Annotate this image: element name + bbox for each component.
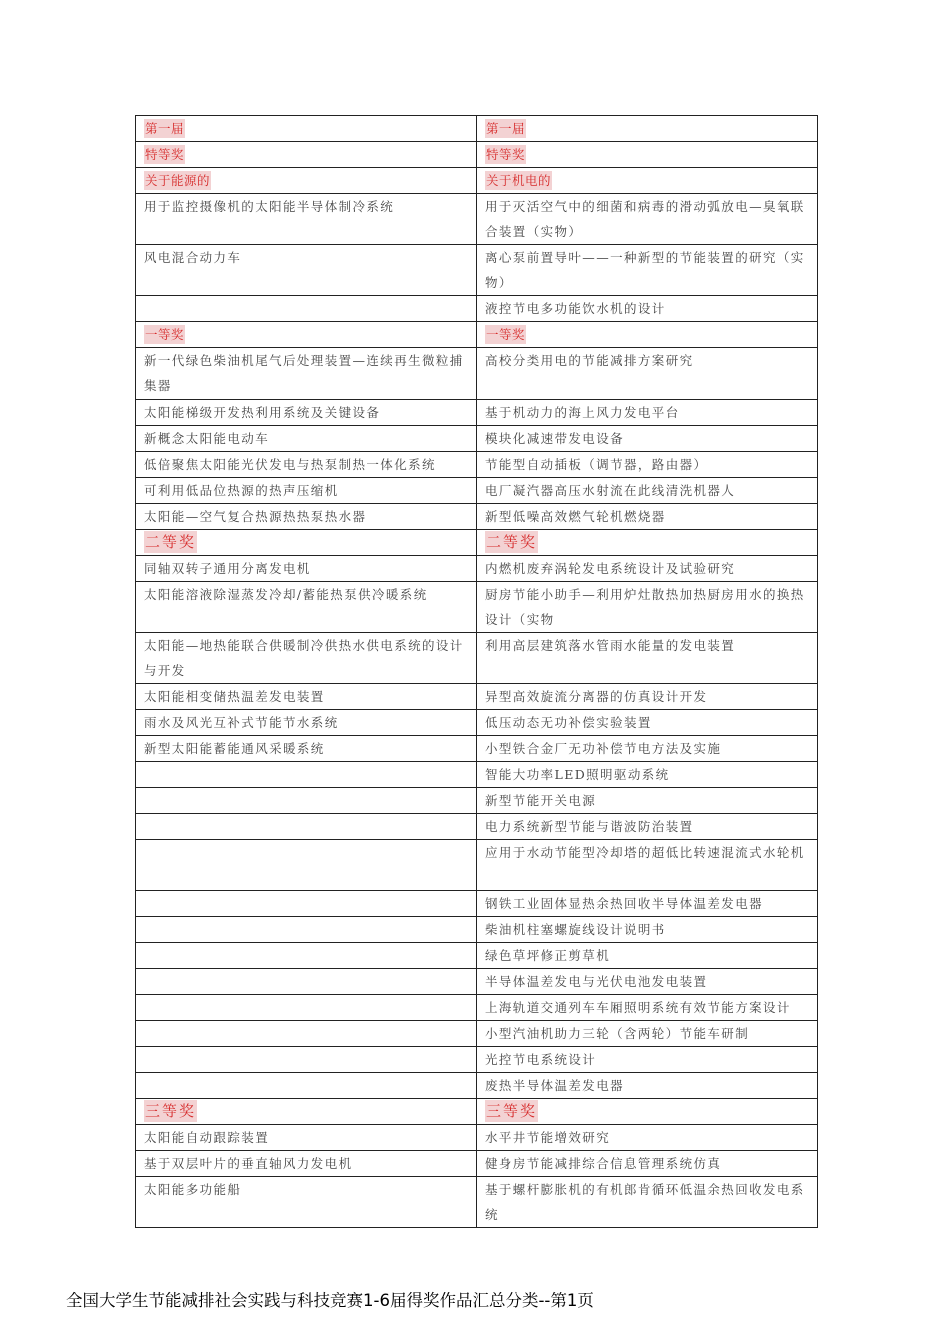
table-row	[136, 917, 818, 943]
electromech-column-cell	[477, 891, 818, 917]
project-title: 液控节电多功能饮水机的设计	[485, 301, 666, 317]
section-heading: 二等奖	[145, 532, 197, 551]
electromech-column-cell	[477, 735, 818, 761]
energy-column-cell	[136, 917, 477, 943]
energy-column-cell	[136, 761, 477, 787]
electromech-column-cell	[477, 348, 818, 399]
project-title: 同轴双转子通用分离发电机	[144, 560, 311, 576]
table-row	[136, 1125, 818, 1151]
section-heading: 二等奖	[486, 532, 538, 551]
project-title: 太阳能—空气复合热源热热泵热水器	[144, 508, 367, 524]
electromech-column-cell	[477, 1021, 818, 1047]
section-heading: 特等奖	[486, 147, 526, 162]
project-title: 新型低噪高效燃气轮机燃烧器	[485, 508, 666, 524]
project-title: 太阳能梯级开发热利用系统及关键设备	[144, 404, 381, 420]
table-row	[136, 1099, 818, 1125]
project-title: 可利用低品位热源的热声压缩机	[144, 482, 339, 498]
project-title: 废热半导体温差发电器	[485, 1078, 625, 1094]
project-title: 用于监控摄像机的太阳能半导体制冷系统	[144, 199, 395, 214]
table-row	[136, 116, 818, 142]
electromech-column-cell	[477, 813, 818, 839]
table-row	[136, 1021, 818, 1047]
table-row	[136, 477, 818, 503]
energy-column-cell	[136, 503, 477, 529]
electromech-column-cell	[477, 632, 818, 683]
energy-column-cell	[136, 1021, 477, 1047]
project-title: 模块化减速带发电设备	[485, 430, 625, 446]
energy-column-cell	[136, 322, 477, 348]
table-row	[136, 425, 818, 451]
electromech-column-cell	[477, 1073, 818, 1099]
project-title: 健身房节能减排综合信息管理系统仿真	[485, 1156, 722, 1172]
project-title: 太阳能多功能船	[144, 1182, 242, 1198]
table-row	[136, 735, 818, 761]
project-title: 新型节能开关电源	[485, 792, 597, 808]
electromech-column-cell	[477, 969, 818, 995]
energy-column-cell	[136, 1047, 477, 1073]
table-row	[136, 296, 818, 322]
project-title: 光控节电系统设计	[485, 1052, 597, 1068]
project-title: 新一代绿色柴油机尾气后处理装置—连续再生微粒捕集器	[144, 353, 464, 394]
project-title: 智能大功率LED照明驱动系统	[485, 766, 670, 782]
energy-column-cell	[136, 477, 477, 503]
table-row	[136, 995, 818, 1021]
energy-column-cell	[136, 296, 477, 322]
electromech-column-cell	[477, 683, 818, 709]
electromech-column-cell	[477, 451, 818, 477]
project-title: 基于双层叶片的垂直轴风力发电机	[144, 1156, 353, 1172]
energy-column-cell	[136, 1125, 477, 1151]
project-title: 太阳能相变储热温差发电装置	[144, 688, 325, 704]
table-row	[136, 943, 818, 969]
table-row	[136, 142, 818, 168]
energy-column-cell	[136, 891, 477, 917]
table-row	[136, 787, 818, 813]
electromech-column-cell	[477, 1125, 818, 1151]
energy-column-cell	[136, 709, 477, 735]
electromech-column-cell	[477, 477, 818, 503]
project-title: 电力系统新型节能与谐波防治装置	[485, 818, 694, 834]
energy-column-cell	[136, 581, 477, 632]
energy-column-cell	[136, 632, 477, 683]
project-title: 基于机动力的海上风力发电平台	[485, 404, 680, 420]
section-heading: 第一届	[145, 121, 185, 136]
table-row	[136, 891, 818, 917]
table-row	[136, 245, 818, 296]
table-row	[136, 555, 818, 581]
energy-column-cell	[136, 735, 477, 761]
project-title: 上海轨道交通列车车厢照明系统有效节能方案设计	[485, 1000, 791, 1016]
energy-column-cell	[136, 839, 477, 890]
energy-column-cell	[136, 995, 477, 1021]
electromech-column-cell	[477, 555, 818, 581]
table-row	[136, 322, 818, 348]
energy-column-cell	[136, 683, 477, 709]
energy-column-cell	[136, 529, 477, 555]
project-title: 太阳能溶液除湿蒸发冷却/蓄能热泵供冷暖系统	[144, 586, 428, 602]
project-title: 小型汽油机助力三轮（含两轮）节能车研制	[485, 1026, 750, 1042]
project-title: 电厂凝汽器高压水射流在此线清洗机器人	[485, 482, 736, 498]
electromech-column-cell	[477, 503, 818, 529]
electromech-column-cell	[477, 425, 818, 451]
electromech-column-cell	[477, 168, 818, 194]
table-row	[136, 503, 818, 529]
project-title: 高校分类用电的节能减排方案研究	[485, 353, 694, 369]
table-row	[136, 969, 818, 995]
project-title: 离心泵前置导叶——一种新型的节能装置的研究（实物）	[485, 250, 805, 291]
project-title: 利用高层建筑落水管雨水能量的发电装置	[485, 637, 736, 653]
project-title: 绿色草坪修正剪草机	[485, 948, 611, 964]
energy-column-cell	[136, 1099, 477, 1125]
table-row	[136, 761, 818, 787]
energy-column-cell	[136, 348, 477, 399]
table-row	[136, 529, 818, 555]
table-row	[136, 1047, 818, 1073]
project-title: 太阳能自动跟踪装置	[144, 1130, 270, 1146]
energy-column-cell	[136, 168, 477, 194]
project-title: 新概念太阳能电动车	[144, 430, 270, 446]
energy-column-cell	[136, 116, 477, 142]
table-row	[136, 168, 818, 194]
table-row	[136, 632, 818, 683]
table-row	[136, 813, 818, 839]
project-title: 内燃机废弃涡轮发电系统设计及试验研究	[485, 560, 736, 576]
electromech-column-cell	[477, 1177, 818, 1228]
table-row	[136, 399, 818, 425]
energy-column-cell	[136, 142, 477, 168]
section-heading: 一等奖	[486, 327, 526, 343]
project-title: 低压动态无功补偿实验装置	[485, 714, 652, 730]
table-row	[136, 1073, 818, 1099]
project-title: 太阳能—地热能联合供暖制冷供热水供电系统的设计与开发	[144, 637, 464, 678]
table-row	[136, 709, 818, 735]
electromech-column-cell	[477, 194, 818, 245]
energy-column-cell	[136, 943, 477, 969]
electromech-column-cell	[477, 839, 818, 890]
energy-column-cell	[136, 1073, 477, 1099]
table-row	[136, 451, 818, 477]
project-title: 水平井节能增效研究	[485, 1130, 611, 1146]
section-heading: 关于能源的	[145, 173, 211, 188]
project-title: 用于灭活空气中的细菌和病毒的滑动弧放电—臭氧联合装置（实物）	[485, 199, 805, 239]
electromech-column-cell	[477, 245, 818, 296]
energy-column-cell	[136, 555, 477, 581]
electromech-column-cell	[477, 1047, 818, 1073]
electromech-column-cell	[477, 1151, 818, 1177]
table-row	[136, 581, 818, 632]
award-table	[135, 115, 818, 1228]
section-heading: 特等奖	[145, 147, 185, 162]
project-title: 新型太阳能蓄能通风采暖系统	[144, 740, 325, 756]
energy-column-cell	[136, 399, 477, 425]
electromech-column-cell	[477, 787, 818, 813]
electromech-column-cell	[477, 142, 818, 168]
project-title: 雨水及风光互补式节能节水系统	[144, 714, 339, 730]
electromech-column-cell	[477, 1099, 818, 1125]
project-title: 厨房节能小助手—利用炉灶散热加热厨房用水的换热设计（实物	[485, 586, 805, 627]
project-title: 柴油机柱塞螺旋线设计说明书	[485, 922, 666, 938]
section-heading: 关于机电的	[486, 173, 552, 188]
electromech-column-cell	[477, 322, 818, 348]
electromech-column-cell	[477, 709, 818, 735]
project-title: 低倍聚焦太阳能光伏发电与热泵制热一体化系统	[144, 456, 436, 472]
section-heading: 一等奖	[145, 327, 185, 343]
table-row	[136, 683, 818, 709]
electromech-column-cell	[477, 529, 818, 555]
electromech-column-cell	[477, 761, 818, 787]
energy-column-cell	[136, 451, 477, 477]
energy-column-cell	[136, 969, 477, 995]
footer-title: 全国大学生节能减排社会实践与科技竞赛1-6届得奖作品汇总分类--第1页	[66, 1291, 594, 1310]
table-row	[136, 194, 818, 245]
table-row	[136, 839, 818, 890]
section-heading: 三等奖	[486, 1102, 538, 1121]
award-table-body	[136, 116, 818, 1228]
electromech-column-cell	[477, 399, 818, 425]
energy-column-cell	[136, 425, 477, 451]
project-title: 半导体温差发电与光伏电池发电装置	[485, 974, 708, 990]
table-row	[136, 1151, 818, 1177]
electromech-column-cell	[477, 995, 818, 1021]
section-heading: 三等奖	[145, 1102, 197, 1121]
project-title: 节能型自动插板（调节器，路由器）	[485, 456, 708, 472]
electromech-column-cell	[477, 116, 818, 142]
project-title: 风电混合动力车	[144, 250, 242, 266]
project-title: 基于螺杆膨胀机的有机郎肯循环低温余热回收发电系统	[485, 1182, 805, 1223]
project-title: 钢铁工业固体显热余热回收半导体温差发电器	[485, 896, 764, 912]
energy-column-cell	[136, 1151, 477, 1177]
energy-column-cell	[136, 194, 477, 245]
energy-column-cell	[136, 813, 477, 839]
electromech-column-cell	[477, 943, 818, 969]
table-row	[136, 348, 818, 399]
section-heading: 第一届	[486, 121, 526, 136]
energy-column-cell	[136, 1177, 477, 1228]
electromech-column-cell	[477, 296, 818, 322]
project-title: 小型铁合金厂无功补偿节电方法及实施	[485, 740, 722, 756]
energy-column-cell	[136, 787, 477, 813]
energy-column-cell	[136, 245, 477, 296]
table-row	[136, 1177, 818, 1228]
project-title: 异型高效旋流分离器的仿真设计开发	[485, 688, 708, 704]
electromech-column-cell	[477, 581, 818, 632]
electromech-column-cell	[477, 917, 818, 943]
project-title: 应用于水动节能型冷却塔的超低比转速混流式水轮机	[485, 844, 805, 860]
